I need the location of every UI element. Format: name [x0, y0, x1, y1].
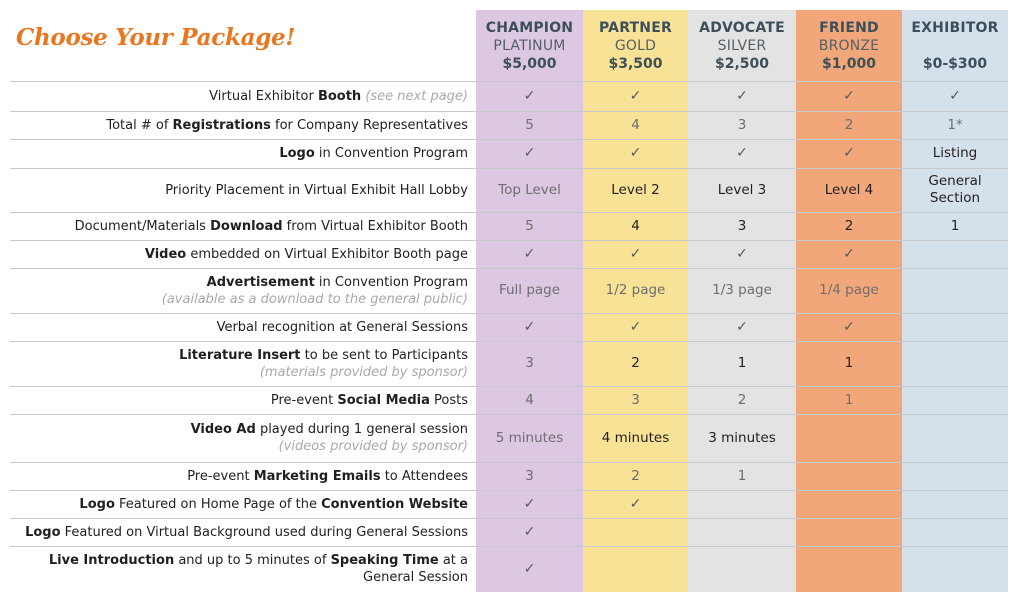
package-metal: BRONZE — [818, 38, 880, 54]
package-metal: SILVER — [717, 38, 767, 54]
exhibitor-value: Listing — [932, 145, 978, 161]
champion-value: 5 — [525, 217, 534, 234]
partner-value: 1/2 page — [605, 282, 666, 298]
row-divider — [10, 313, 1008, 314]
checkmark-icon: ✓ — [523, 495, 536, 512]
feature-label — [10, 81, 468, 111]
feature-highlight: Booth — [317, 88, 362, 104]
row-divider — [10, 139, 1008, 140]
checkmark-icon: ✓ — [523, 523, 536, 540]
feature-line — [207, 274, 468, 291]
feature-line — [79, 496, 468, 513]
feature-subnote: (materials provided by sponsor) — [259, 364, 468, 380]
feature-line — [191, 421, 468, 438]
feature-highlight: Advertisement — [206, 274, 315, 290]
feature-label — [10, 386, 468, 414]
friend-value: 2 — [844, 116, 854, 133]
friend-value: 2 — [844, 217, 854, 234]
checkmark-icon: ✓ — [629, 495, 642, 512]
feature-highlight: Convention Website — [321, 496, 468, 512]
partner-value: 2 — [631, 355, 640, 371]
partner-value: 4 minutes — [601, 429, 670, 446]
feature-text: Posts — [429, 392, 468, 408]
checkmark-icon: ✓ — [736, 318, 748, 335]
row-divider — [10, 81, 1008, 82]
feature-line — [217, 319, 468, 336]
checkmark-icon: ✓ — [736, 245, 748, 262]
feature-text: Pre-event — [270, 392, 338, 408]
feature-line — [75, 218, 468, 235]
feature-line — [179, 347, 468, 364]
checkmark-icon: ✓ — [843, 145, 855, 161]
header-friend — [796, 19, 902, 73]
feature-line: General Session — [363, 570, 468, 585]
feature-highlight: Registrations — [172, 117, 271, 133]
header-advocate — [688, 19, 796, 73]
row-divider — [10, 518, 1008, 519]
package-price: $2,500 — [714, 56, 770, 72]
advocate-value: 3 — [737, 217, 747, 234]
package-tier: EXHIBITOR — [911, 20, 999, 36]
feature-text: embedded on Virtual Exhibitor Booth page — [186, 246, 468, 262]
feature-line — [49, 552, 468, 569]
friend-value: 1 — [844, 355, 854, 371]
package-price: $1,000 — [821, 56, 877, 72]
feature-subnote: (available as a download to the general public) — [161, 291, 468, 307]
header-champion — [476, 19, 583, 73]
row-divider — [10, 341, 1008, 342]
feature-text: at a — [438, 553, 468, 568]
feature-line — [209, 88, 468, 105]
feature-text: played during 1 general session — [255, 422, 468, 437]
feature-label — [10, 546, 468, 592]
row-divider — [10, 212, 1008, 213]
feature-label — [10, 313, 468, 341]
feature-text: Total # of — [106, 117, 173, 133]
partner-value: 4 — [631, 217, 640, 234]
advocate-value: 1 — [737, 467, 747, 484]
feature-text: and up to 5 minutes of — [174, 553, 331, 568]
feature-text: Featured on Virtual Background used during General Sessions — [60, 524, 468, 540]
feature-label — [10, 462, 468, 490]
checkmark-icon: ✓ — [629, 318, 642, 335]
header-partner — [583, 19, 688, 73]
feature-highlight: Logo — [79, 496, 115, 512]
package-tier: CHAMPION — [485, 20, 574, 36]
package-metal: GOLD — [614, 38, 657, 54]
package-metal — [902, 37, 1008, 55]
package-metal: PLATINUM — [493, 38, 566, 54]
champion-value: 3 — [525, 467, 534, 484]
feature-text: Virtual Exhibitor — [209, 88, 318, 104]
row-divider — [10, 546, 1008, 547]
package-price: $0-$300 — [922, 56, 988, 72]
champion-value: 3 — [525, 355, 534, 371]
checkmark-icon: ✓ — [523, 318, 536, 335]
feature-line — [106, 117, 468, 134]
feature-text: from Virtual Exhibitor Booth — [282, 218, 468, 234]
package-tier: PARTNER — [599, 20, 672, 36]
feature-label — [10, 168, 468, 212]
package-tier: FRIEND — [819, 20, 879, 36]
feature-text: Document/Materials — [74, 218, 211, 234]
feature-label — [10, 268, 468, 313]
feature-line — [279, 145, 468, 162]
feature-label — [10, 518, 468, 546]
advocate-value: 2 — [737, 391, 747, 408]
feature-label — [10, 490, 468, 518]
partner-value: 2 — [631, 467, 640, 484]
feature-line — [145, 246, 468, 263]
checkmark-icon: ✓ — [629, 245, 642, 262]
partner-value: 4 — [631, 116, 640, 133]
feature-text: in Convention Program — [314, 274, 468, 290]
checkmark-icon: ✓ — [843, 318, 855, 335]
row-divider — [10, 490, 1008, 491]
feature-text: Featured on Home Page of the — [114, 496, 322, 512]
feature-highlight: Logo — [279, 146, 315, 161]
checkmark-icon: ✓ — [843, 245, 855, 262]
checkmark-icon: ✓ — [629, 87, 642, 104]
package-price: $3,500 — [608, 56, 663, 72]
checkmark-icon: ✓ — [736, 145, 748, 161]
partner-value: Level 2 — [611, 181, 660, 198]
feature-line — [271, 392, 468, 409]
package-price: $5,000 — [502, 56, 557, 72]
champion-value: 5 minutes — [495, 429, 564, 446]
package-tier: ADVOCATE — [699, 20, 785, 36]
feature-text: to Attendees — [380, 468, 468, 484]
advocate-value: 3 minutes — [708, 429, 776, 446]
friend-value: 1/4 page — [819, 282, 879, 298]
feature-label — [10, 240, 468, 268]
exhibitor-value: 1 — [950, 217, 960, 234]
checkmark-icon: ✓ — [523, 145, 536, 161]
checkmark-icon: ✓ — [523, 245, 536, 262]
row-divider — [10, 240, 1008, 241]
exhibitor-value: General Section — [928, 173, 982, 206]
feature-text: Priority Placement in Virtual Exhibit Hall Lobby — [165, 182, 468, 198]
feature-line — [165, 182, 468, 199]
advocate-value: 1/3 page — [712, 282, 772, 298]
page-title: Choose Your Package! — [16, 24, 296, 51]
feature-text: to be sent to Participants — [300, 347, 468, 363]
row-divider — [10, 111, 1008, 112]
feature-label — [10, 341, 468, 386]
header-exhibitor — [902, 19, 1008, 73]
row-divider — [10, 268, 1008, 269]
feature-line — [187, 468, 468, 485]
champion-value: 4 — [525, 391, 534, 408]
feature-highlight: Social Media — [337, 392, 430, 408]
feature-highlight: Marketing Emails — [253, 468, 381, 484]
feature-label — [10, 414, 468, 462]
feature-label — [10, 139, 468, 168]
checkmark-icon: ✓ — [843, 87, 855, 104]
checkmark-icon: ✓ — [736, 87, 748, 104]
advocate-value: 3 — [737, 116, 747, 133]
row-divider — [10, 386, 1008, 387]
feature-text: for Company Representatives — [270, 117, 468, 133]
feature-highlight: Speaking Time — [330, 553, 439, 568]
partner-value: 3 — [631, 391, 640, 408]
feature-highlight: Video Ad — [190, 422, 256, 437]
feature-text: in Convention Program — [314, 146, 468, 161]
feature-text: Pre-event — [187, 468, 254, 484]
feature-highlight: Literature Insert — [179, 347, 301, 363]
champion-value: 5 — [525, 116, 534, 133]
checkmark-icon: ✓ — [629, 145, 642, 161]
feature-note: (see next page) — [361, 88, 468, 104]
champion-value: Top Level — [498, 181, 561, 198]
feature-label — [10, 111, 468, 139]
advocate-value: 1 — [737, 355, 747, 371]
champion-value: Full page — [498, 282, 561, 298]
row-divider — [10, 462, 1008, 463]
row-divider — [10, 168, 1008, 169]
advocate-value: Level 3 — [717, 181, 767, 198]
feature-highlight: Download — [210, 218, 283, 234]
feature-highlight: Live Introduction — [48, 553, 175, 568]
feature-highlight: Video — [144, 246, 187, 262]
friend-value: Level 4 — [824, 181, 874, 198]
friend-value: 1 — [844, 391, 854, 408]
feature-text: Verbal recognition at General Sessions — [216, 319, 468, 335]
checkmark-icon: ✓ — [523, 87, 536, 104]
feature-line — [25, 524, 468, 541]
feature-subnote: (videos provided by sponsor) — [278, 439, 468, 454]
checkmark-icon: ✓ — [949, 87, 961, 104]
row-divider — [10, 414, 1008, 415]
checkmark-icon: ✓ — [523, 560, 536, 577]
exhibitor-value: 1* — [947, 116, 963, 133]
feature-highlight: Logo — [25, 524, 61, 540]
feature-label — [10, 212, 468, 240]
